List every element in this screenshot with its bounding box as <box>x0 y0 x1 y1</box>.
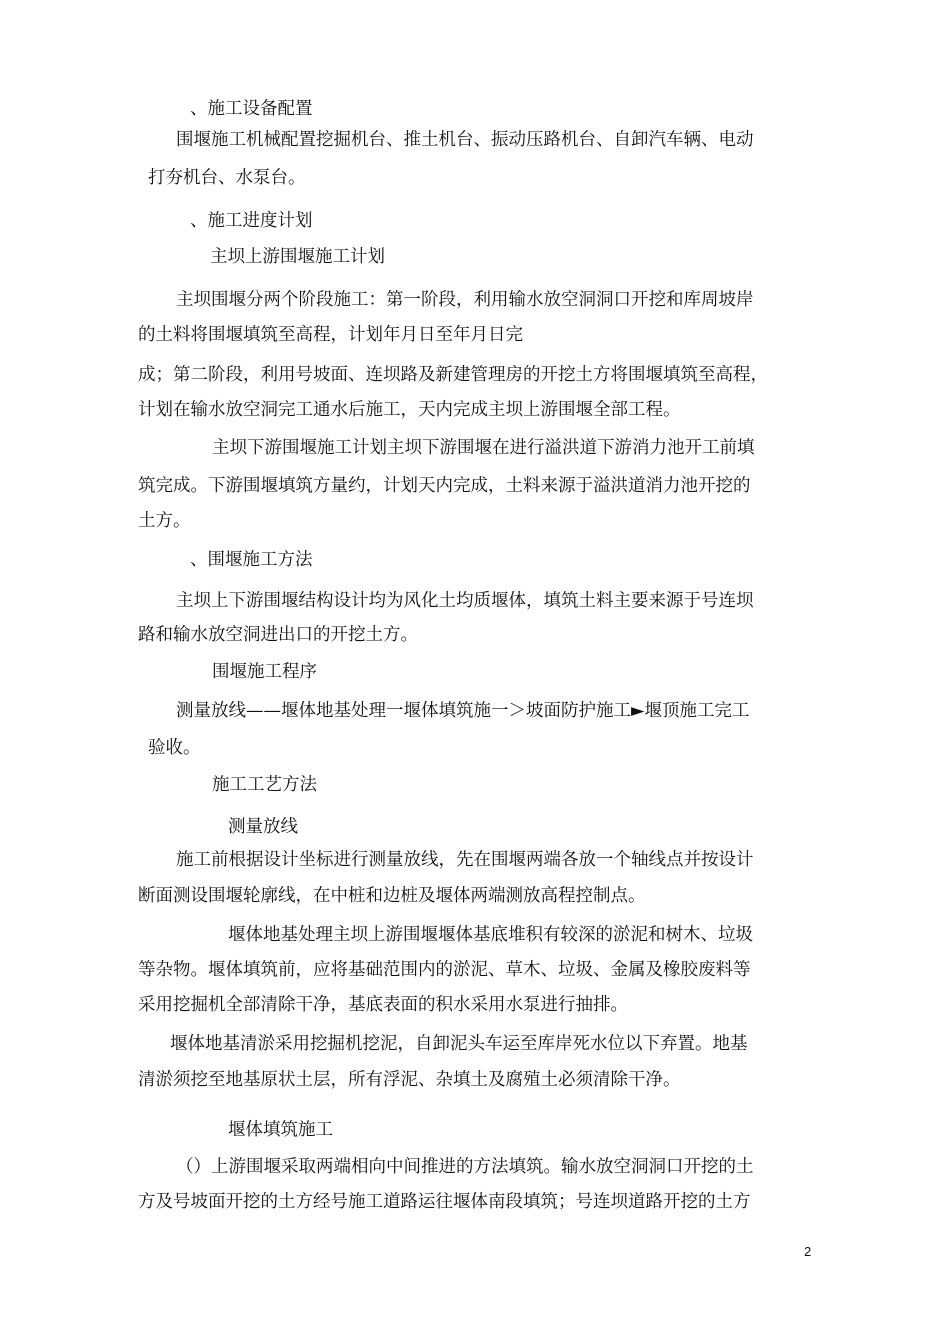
text-line: 验收。 <box>148 738 201 758</box>
text-line: 主坝上下游围堰结构设计均为风化土均质堰体，填筑土料主要来源于号连坝 <box>176 591 754 611</box>
text-line: 路和输水放空洞进出口的开挖土方。 <box>138 625 418 645</box>
text-line: 主坝围堰分两个阶段施工：第一阶段，利用输水放空洞洞口开挖和库周坡岸 <box>176 290 754 310</box>
subsection-heading: 围堰施工程序 <box>212 662 317 682</box>
text-line: 计划在输水放空洞完工通水后施工，天内完成主坝上游围堰全部工程。 <box>138 400 681 420</box>
text-line: 施工前根据设计坐标进行测量放线，先在围堰两端各放一个轴线点并按设计 <box>176 850 754 870</box>
text-line: 方及号坡面开挖的土方经号施工道路运往堰体南段填筑；号连坝道路开挖的土方 <box>138 1192 751 1212</box>
text-line: 堰体地基清淤采用挖掘机挖泥，自卸泥头车运至库岸死水位以下弃置。地基 <box>170 1034 748 1054</box>
text-line: 的土料将围堰填筑至高程，计划年月日至年月日完 <box>138 325 523 345</box>
text-line: 断面测设围堰轮廓线，在中桩和边桩及堰体两端测放高程控制点。 <box>138 886 646 906</box>
subsection-heading: 测量放线 <box>228 817 298 837</box>
text-line: 等杂物。堰体填筑前，应将基础范围内的淤泥、草木、垃圾、金属及橡胶废料等 <box>138 960 751 980</box>
text-line: 清淤须挖至地基原状土层，所有浮泥、杂填土及腐殖土必须清除干净。 <box>138 1070 681 1090</box>
text-line: 堰体地基处理主坝上游围堰堰体基底堆积有较深的淤泥和树木、垃圾 <box>228 925 753 945</box>
page-number: 2 <box>804 1244 812 1259</box>
text-line: 筑完成。下游围堰填筑方量约，计划天内完成，土料来源于溢洪道消力池开挖的 <box>138 476 751 496</box>
section-heading: 、施工设备配置 <box>190 99 313 119</box>
text-line: （）上游围堰采取两端相向中间推进的方法填筑。输水放空洞洞口开挖的土 <box>176 1157 754 1177</box>
subsection-heading: 堰体填筑施工 <box>228 1120 333 1140</box>
text-line: 围堰施工机械配置挖掘机台、推土机台、振动压路机台、自卸汽车辆、电动 <box>176 130 754 150</box>
section-heading: 、围堰施工方法 <box>190 550 313 570</box>
subsection-heading: 施工工艺方法 <box>212 775 317 795</box>
text-line: 成；第二阶段，利用号坡面、连坝路及新建管理房的开挖土方将围堰填筑至高程， <box>138 365 768 385</box>
section-heading: 、施工进度计划 <box>190 211 313 231</box>
text-line: 土方。 <box>138 511 191 531</box>
text-line: 主坝下游围堰施工计划主坝下游围堰在进行溢洪道下游消力池开工前填 <box>212 438 755 458</box>
text-line: 打夯机台、水泵台。 <box>148 168 306 188</box>
text-line: 测量放线——堰体地基处理一堰体填筑施一＞坡面防护施工►堰顶施工完工 <box>176 701 750 721</box>
text-line: 采用挖掘机全部清除干净，基底表面的积水采用水泵进行抽排。 <box>138 995 628 1015</box>
subsection-heading: 主坝上游围堰施工计划 <box>210 247 385 267</box>
